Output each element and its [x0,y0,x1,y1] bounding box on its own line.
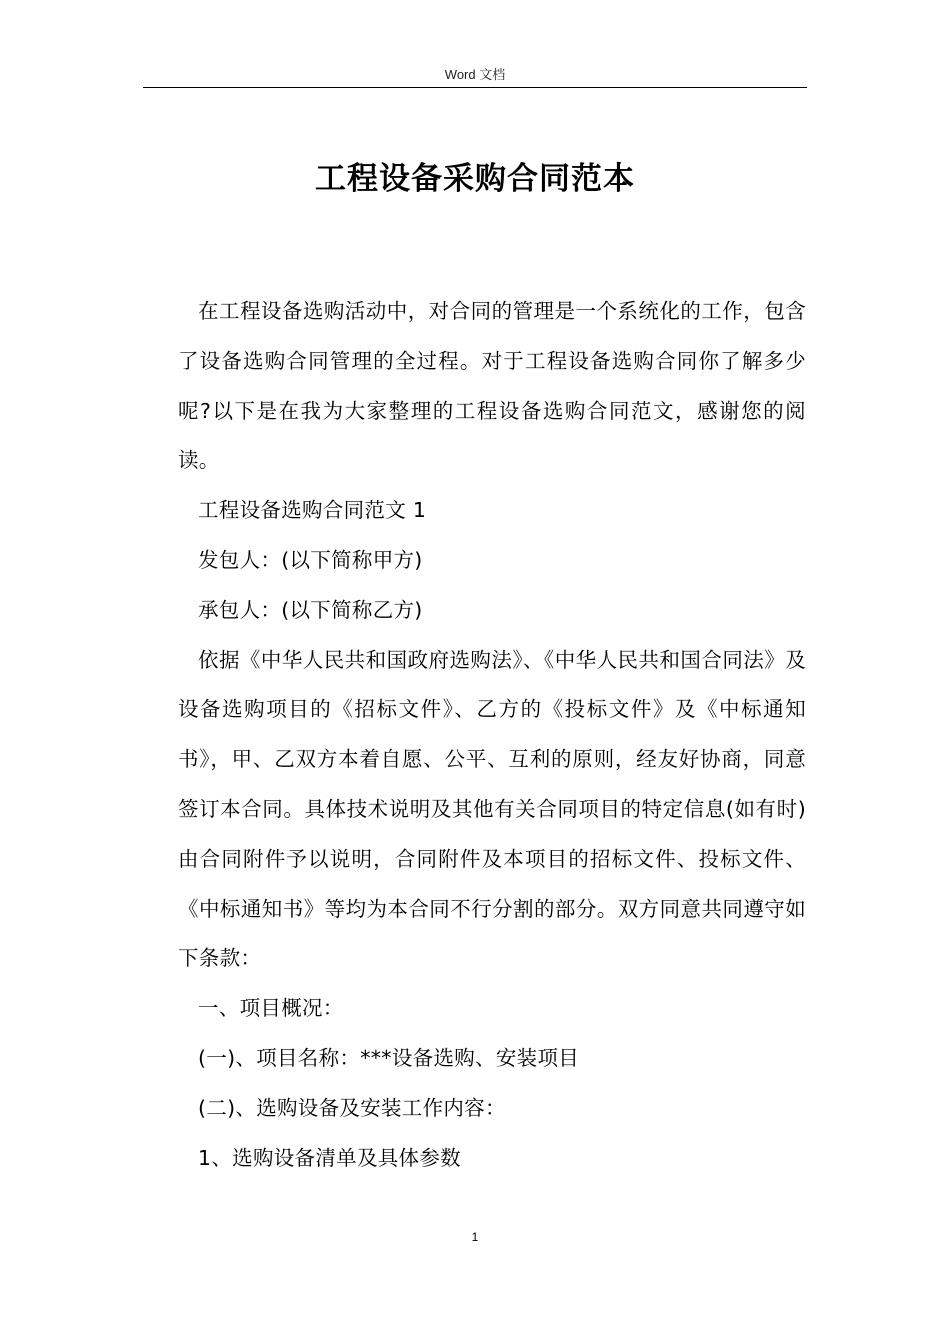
paragraph-sample-heading: 工程设备选购合同范文 1 [198,498,427,523]
page-header: Word 文档 [444,67,506,82]
paragraph-intro: 在工程设备选购活动中，对合同的管理是一个系统化的工作，包含了设备选购合同管理的全过程。对于工程设备选购合同你了解多少呢?以下是在我为大家整理的工程设备选购合同范文，感谢您的阅读。 [178,299,806,473]
paragraph-party-b: 承包人：(以下简称乙方) [198,597,423,622]
header-rule [143,87,807,88]
paragraph-work-content: (二)、选购设备及安装工作内容： [198,1095,506,1120]
paragraph-project-name: (一)、项目名称：***设备选购、安装项目 [198,1045,580,1070]
document-body [178,287,806,1183]
paragraph-equipment-list: 1、选购设备清单及具体参数 [198,1145,461,1170]
page-number: 1 [471,1230,479,1244]
paragraph-basis: 依据《中华人民共和国政府选购法》、《中华人民共和国合同法》及设备选购项目的《招标文件》、乙方的《投标文件》及《中标通知书》，甲、乙双方本着自愿、公平、互利的原则，经友好协商，同意签订本合同。具体技术说明及其他有关合同项目的特定信息(如有时)由合同附件予以说明，合同附件及本项目的招标文件、投标文件、《中标通知书》等均为本合同不行分割的部分。双方同意共同遵守如下条款： [178,647,806,971]
document-title: 工程设备采购合同范本 [315,161,635,197]
paragraph-section-1: 一、项目概况： [198,996,344,1021]
paragraph-party-a: 发包人：(以下简称甲方) [198,547,423,572]
